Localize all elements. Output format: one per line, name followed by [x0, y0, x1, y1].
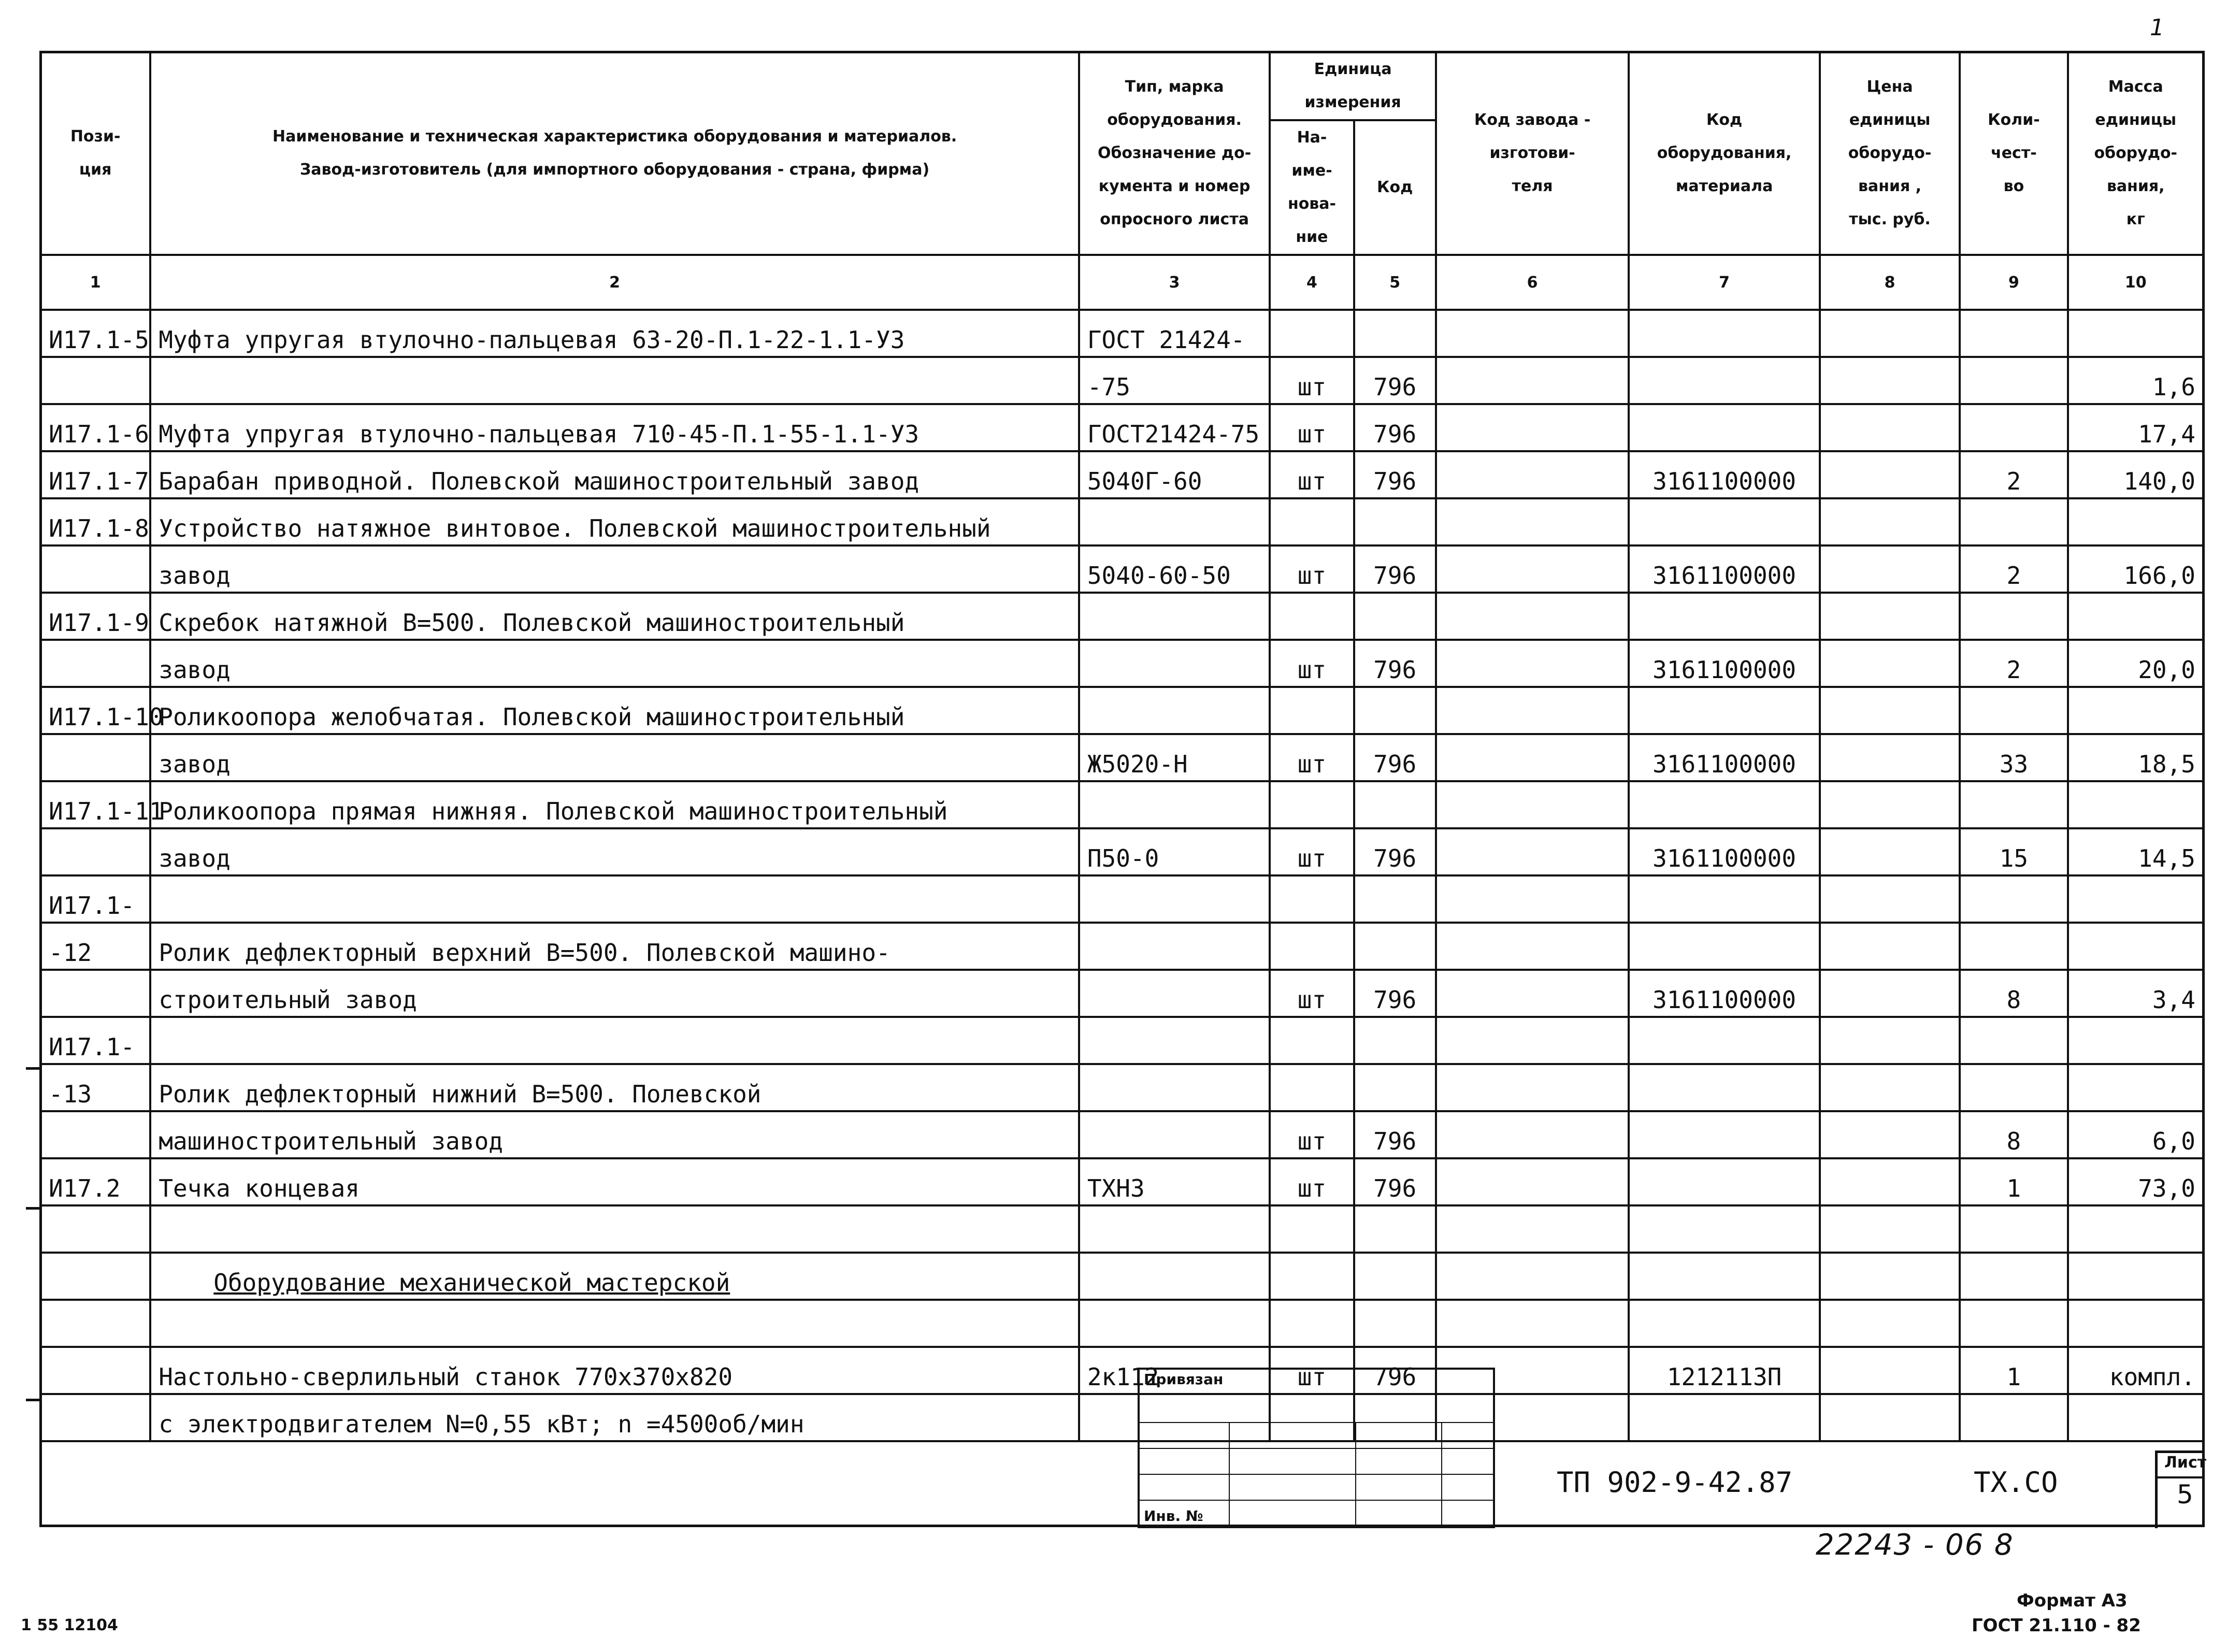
section-row — [40, 1253, 2204, 1300]
mass-cell — [2068, 923, 2204, 970]
table-row — [40, 734, 2204, 781]
column-number: 8 — [1820, 255, 1960, 310]
unit-name-cell: шт — [1270, 828, 1354, 875]
table-row — [40, 1205, 2204, 1253]
quantity-cell — [1960, 593, 2067, 640]
name-cell: Роликоопора желобчатая. Полевской машиностроительный — [150, 687, 1079, 734]
type-cell — [1079, 781, 1270, 828]
name-cell: завод — [150, 828, 1079, 875]
name-cell: Муфта упругая втулочно-пальцевая 63-20-П.1-22-1.1-У3 — [150, 310, 1079, 357]
name-cell: Оборудование механической мастерской — [150, 1253, 1079, 1300]
attachment-stamp — [1138, 1368, 1495, 1528]
unit-name-cell — [1270, 875, 1354, 923]
inventory-number: 22243 - 06 8 — [1816, 1528, 2014, 1562]
quantity-cell: 1 — [1960, 1158, 2067, 1205]
name-cell: строительный завод — [150, 970, 1079, 1017]
table-row — [40, 781, 2204, 828]
quantity-cell — [1960, 875, 2067, 923]
manufacturer-code-cell — [1436, 498, 1629, 545]
name-cell: Течка концевая — [150, 1158, 1079, 1205]
unit-code-cell — [1354, 498, 1436, 545]
position-cell — [40, 357, 150, 404]
mass-cell: 17,4 — [2068, 404, 2204, 451]
table-row — [40, 687, 2204, 734]
manufacturer-code-cell — [1436, 1064, 1629, 1111]
name-cell: с электродвигателем N=0,55 кВт; n =4500об/мин — [150, 1394, 1079, 1441]
column-number-row — [40, 255, 2204, 310]
corner-mark: 1 — [2150, 15, 2164, 41]
mass-cell: 18,5 — [2068, 734, 2204, 781]
unit-code-cell — [1354, 875, 1436, 923]
unit-name-cell — [1270, 923, 1354, 970]
column-number: 9 — [1960, 255, 2067, 310]
mass-cell — [2068, 593, 2204, 640]
position-cell: И17.1- — [40, 1017, 150, 1064]
unit-code-cell: 796 — [1354, 451, 1436, 498]
type-cell — [1079, 687, 1270, 734]
column-number: 3 — [1079, 255, 1270, 310]
position-cell — [40, 1300, 150, 1347]
manufacturer-code-cell — [1436, 923, 1629, 970]
unit-code-cell — [1354, 310, 1436, 357]
manufacturer-code-cell — [1436, 1205, 1629, 1253]
quantity-cell: 8 — [1960, 970, 2067, 1017]
equipment-code-cell: 3161100000 — [1629, 970, 1820, 1017]
equipment-code-cell — [1629, 687, 1820, 734]
quantity-cell — [1960, 687, 2067, 734]
mass-cell — [2068, 1205, 2204, 1253]
price-cell — [1820, 875, 1960, 923]
unit-name-cell — [1270, 593, 1354, 640]
type-cell: 2к112 — [1079, 1347, 1270, 1394]
mass-cell: 140,0 — [2068, 451, 2204, 498]
type-cell — [1079, 1017, 1270, 1064]
price-cell — [1820, 451, 1960, 498]
type-cell — [1079, 970, 1270, 1017]
name-cell: Роликоопора прямая нижняя. Полевской машиностроительный — [150, 781, 1079, 828]
price-cell — [1820, 781, 1960, 828]
quantity-cell: 15 — [1960, 828, 2067, 875]
price-cell — [1820, 734, 1960, 781]
table-row — [40, 1300, 2204, 1347]
unit-code-cell — [1354, 687, 1436, 734]
equipment-code-cell — [1629, 593, 1820, 640]
type-cell — [1079, 640, 1270, 687]
unit-code-cell: 796 — [1354, 545, 1436, 593]
quantity-cell: 2 — [1960, 451, 2067, 498]
equipment-code-cell — [1629, 1158, 1820, 1205]
header-mass: Масса единицы оборудо- вания, кг — [2068, 52, 2204, 255]
type-cell — [1079, 1111, 1270, 1158]
position-cell — [40, 1111, 150, 1158]
equipment-code-cell — [1629, 1205, 1820, 1253]
name-cell: Муфта упругая втулочно-пальцевая 710-45-П.1-55-1.1-У3 — [150, 404, 1079, 451]
type-cell — [1079, 498, 1270, 545]
table-row — [40, 451, 2204, 498]
header-equipment-code: Код оборудования, материала — [1629, 52, 1820, 255]
manufacturer-code-cell — [1436, 1253, 1629, 1300]
manufacturer-code-cell — [1436, 1158, 1629, 1205]
position-cell: И17.1-8 — [40, 498, 150, 545]
equipment-code-cell: 3161100000 — [1629, 640, 1820, 687]
unit-code-cell — [1354, 781, 1436, 828]
quantity-cell — [1960, 1253, 2067, 1300]
quantity-cell — [1960, 357, 2067, 404]
mass-cell: 166,0 — [2068, 545, 2204, 593]
position-cell — [40, 545, 150, 593]
manufacturer-code-cell — [1436, 781, 1629, 828]
table-row — [40, 357, 2204, 404]
mass-cell — [2068, 498, 2204, 545]
table-row — [40, 970, 2204, 1017]
unit-code-cell: 796 — [1354, 1347, 1436, 1394]
unit-code-cell: 796 — [1354, 970, 1436, 1017]
price-cell — [1820, 687, 1960, 734]
name-cell — [150, 875, 1079, 923]
price-cell — [1820, 640, 1960, 687]
unit-code-cell — [1354, 1064, 1436, 1111]
manufacturer-code-cell — [1436, 970, 1629, 1017]
mass-cell — [2068, 875, 2204, 923]
position-cell: И17.1-5 — [40, 310, 150, 357]
manufacturer-code-cell — [1436, 451, 1629, 498]
manufacturer-code-cell — [1436, 357, 1629, 404]
bottom-code: 1 55 12104 — [21, 1616, 118, 1634]
equipment-code-cell — [1629, 498, 1820, 545]
table-row — [40, 498, 2204, 545]
type-cell — [1079, 1300, 1270, 1347]
name-cell: Ролик дефлекторный нижний В=500. Полевской — [150, 1064, 1079, 1111]
header-type: Тип, марка оборудования. Обозначение до- кумента и номер опросного листа — [1079, 52, 1270, 255]
price-cell — [1820, 1064, 1960, 1111]
mass-cell — [2068, 1394, 2204, 1441]
margin-tick — [26, 1067, 39, 1070]
mass-cell — [2068, 1064, 2204, 1111]
quantity-cell — [1960, 498, 2067, 545]
table-row — [40, 1064, 2204, 1111]
equipment-code-cell: 3161100000 — [1629, 734, 1820, 781]
manufacturer-code-cell — [1436, 687, 1629, 734]
unit-name-cell — [1270, 310, 1354, 357]
manufacturer-code-cell — [1436, 1017, 1629, 1064]
column-number: 5 — [1354, 255, 1436, 310]
equipment-code-cell — [1629, 357, 1820, 404]
position-cell: -13 — [40, 1064, 150, 1111]
inventory-label: Инв. № — [1144, 1507, 1203, 1525]
mass-cell: 1,6 — [2068, 357, 2204, 404]
equipment-code-cell — [1629, 1253, 1820, 1300]
type-cell: Ж5020-Н — [1079, 734, 1270, 781]
column-number: 2 — [150, 255, 1079, 310]
format-label: Формат А3 — [2017, 1590, 2128, 1611]
quantity-cell — [1960, 1394, 2067, 1441]
unit-code-cell: 796 — [1354, 828, 1436, 875]
gost-label: ГОСТ 21.110 - 82 — [1972, 1615, 2141, 1636]
type-cell — [1079, 1205, 1270, 1253]
equipment-code-cell — [1629, 1017, 1820, 1064]
quantity-cell — [1960, 923, 2067, 970]
mass-cell — [2068, 687, 2204, 734]
name-cell: завод — [150, 734, 1079, 781]
unit-code-cell — [1354, 1300, 1436, 1347]
manufacturer-code-cell — [1436, 640, 1629, 687]
type-cell: -75 — [1079, 357, 1270, 404]
unit-name-cell: шт — [1270, 970, 1354, 1017]
name-cell: Устройство натяжное винтовое. Полевской машиностроительный — [150, 498, 1079, 545]
equipment-code-cell — [1629, 404, 1820, 451]
price-cell — [1820, 404, 1960, 451]
equipment-code-cell — [1629, 310, 1820, 357]
quantity-cell: 2 — [1960, 640, 2067, 687]
name-cell — [150, 1300, 1079, 1347]
equipment-code-cell: 3161100000 — [1629, 828, 1820, 875]
header-manufacturer-code: Код завода - изготови- теля — [1436, 52, 1629, 255]
position-cell: И17.1- — [40, 875, 150, 923]
equipment-code-cell — [1629, 875, 1820, 923]
attached-label: Привязан — [1144, 1371, 1224, 1388]
mass-cell: 14,5 — [2068, 828, 2204, 875]
type-cell — [1079, 875, 1270, 923]
equipment-code-cell: 3161100000 — [1629, 451, 1820, 498]
position-cell: И17.2 — [40, 1158, 150, 1205]
unit-name-cell: шт — [1270, 404, 1354, 451]
unit-code-cell: 796 — [1354, 734, 1436, 781]
equipment-code-cell — [1629, 1064, 1820, 1111]
price-cell — [1820, 357, 1960, 404]
mass-cell: 73,0 — [2068, 1158, 2204, 1205]
position-cell: И17.1-11 — [40, 781, 150, 828]
type-cell: ТХН3 — [1079, 1158, 1270, 1205]
mass-cell — [2068, 310, 2204, 357]
table-row — [40, 593, 2204, 640]
position-cell: -12 — [40, 923, 150, 970]
name-cell: завод — [150, 640, 1079, 687]
mass-cell — [2068, 781, 2204, 828]
position-cell — [40, 970, 150, 1017]
position-cell: И17.1-9 — [40, 593, 150, 640]
quantity-cell: 1 — [1960, 1347, 2067, 1394]
unit-name-cell — [1270, 687, 1354, 734]
unit-code-cell — [1354, 1205, 1436, 1253]
price-cell — [1820, 1017, 1960, 1064]
position-cell: И17.1-6 — [40, 404, 150, 451]
column-number: 10 — [2068, 255, 2204, 310]
unit-name-cell — [1270, 1253, 1354, 1300]
manufacturer-code-cell — [1436, 875, 1629, 923]
mass-cell: 20,0 — [2068, 640, 2204, 687]
position-cell — [40, 1394, 150, 1441]
price-cell — [1820, 970, 1960, 1017]
sheet-label: Лист — [2164, 1454, 2207, 1472]
position-cell — [40, 734, 150, 781]
header-unit-code: Код — [1354, 120, 1436, 255]
price-cell — [1820, 828, 1960, 875]
name-cell: Скребок натяжной В=500. Полевской машиностроительный — [150, 593, 1079, 640]
unit-name-cell — [1270, 1017, 1354, 1064]
position-cell — [40, 1253, 150, 1300]
mass-cell: 6,0 — [2068, 1111, 2204, 1158]
unit-name-cell — [1270, 498, 1354, 545]
name-cell: завод — [150, 545, 1079, 593]
sheet-number: 5 — [2177, 1479, 2193, 1510]
manufacturer-code-cell — [1436, 310, 1629, 357]
table-row — [40, 1158, 2204, 1205]
column-number: 6 — [1436, 255, 1629, 310]
mass-cell — [2068, 1253, 2204, 1300]
price-cell — [1820, 1111, 1960, 1158]
table-row — [40, 923, 2204, 970]
equipment-code-cell: 3161100000 — [1629, 545, 1820, 593]
price-cell — [1820, 1205, 1960, 1253]
mass-cell: 3,4 — [2068, 970, 2204, 1017]
unit-name-cell: шт — [1270, 451, 1354, 498]
table-row — [40, 1111, 2204, 1158]
unit-code-cell: 796 — [1354, 404, 1436, 451]
unit-name-cell — [1270, 1205, 1354, 1253]
quantity-cell — [1960, 1064, 2067, 1111]
mass-cell: компл. — [2068, 1347, 2204, 1394]
margin-tick — [26, 1207, 39, 1210]
table-row — [40, 404, 2204, 451]
quantity-cell — [1960, 1300, 2067, 1347]
position-cell — [40, 828, 150, 875]
unit-code-cell: 796 — [1354, 1158, 1436, 1205]
quantity-cell: 8 — [1960, 1111, 2067, 1158]
mass-cell — [2068, 1300, 2204, 1347]
position-cell: И17.1-7 — [40, 451, 150, 498]
unit-code-cell: 796 — [1354, 357, 1436, 404]
unit-code-cell: 796 — [1354, 1111, 1436, 1158]
header-quantity: Коли- чест- во — [1960, 52, 2067, 255]
price-cell — [1820, 1300, 1960, 1347]
type-cell: П50-0 — [1079, 828, 1270, 875]
name-cell: машиностроительный завод — [150, 1111, 1079, 1158]
header-unit-name: На- име- нова- ние — [1270, 120, 1354, 255]
price-cell — [1820, 593, 1960, 640]
column-number: 7 — [1629, 255, 1820, 310]
name-cell — [150, 1205, 1079, 1253]
quantity-cell: 2 — [1960, 545, 2067, 593]
unit-name-cell: шт — [1270, 734, 1354, 781]
quantity-cell: 33 — [1960, 734, 2067, 781]
price-cell — [1820, 310, 1960, 357]
unit-name-cell: шт — [1270, 357, 1354, 404]
margin-tick — [26, 1399, 39, 1401]
table-row — [40, 1347, 2204, 1394]
type-cell: 5040Г-60 — [1079, 451, 1270, 498]
quantity-cell — [1960, 781, 2067, 828]
position-cell — [40, 1205, 150, 1253]
price-cell — [1820, 1347, 1960, 1394]
document-mark: ТХ.СО — [1974, 1466, 2058, 1499]
unit-name-cell — [1270, 1300, 1354, 1347]
unit-name-cell: шт — [1270, 1347, 1354, 1394]
table-row — [40, 545, 2204, 593]
unit-name-cell: шт — [1270, 545, 1354, 593]
unit-name-cell — [1270, 1064, 1354, 1111]
price-cell — [1820, 498, 1960, 545]
type-cell — [1079, 923, 1270, 970]
table-row — [40, 1017, 2204, 1064]
table-row — [40, 875, 2204, 923]
equipment-code-cell — [1629, 1111, 1820, 1158]
column-number: 4 — [1270, 255, 1354, 310]
price-cell — [1820, 1394, 1960, 1441]
name-cell: Настольно-сверлильный станок 770х370х820 — [150, 1347, 1079, 1394]
type-cell — [1079, 1064, 1270, 1111]
manufacturer-code-cell — [1436, 1111, 1629, 1158]
type-cell: 5040-60-50 — [1079, 545, 1270, 593]
name-cell — [150, 1017, 1079, 1064]
price-cell — [1820, 923, 1960, 970]
header-unit-group: Единица измерения — [1270, 52, 1435, 120]
equipment-code-cell — [1629, 1394, 1820, 1441]
name-cell: Барабан приводной. Полевской машиностроительный завод — [150, 451, 1079, 498]
position-cell — [40, 1347, 150, 1394]
price-cell — [1820, 1158, 1960, 1205]
specification-table — [39, 51, 2205, 1442]
quantity-cell — [1960, 310, 2067, 357]
manufacturer-code-cell — [1436, 593, 1629, 640]
table-row — [40, 828, 2204, 875]
equipment-code-cell: 1212113П — [1629, 1347, 1820, 1394]
table-row — [40, 640, 2204, 687]
position-cell: И17.1-10 — [40, 687, 150, 734]
unit-name-cell — [1270, 781, 1354, 828]
unit-code-cell — [1354, 1017, 1436, 1064]
type-cell — [1079, 1253, 1270, 1300]
manufacturer-code-cell — [1436, 1300, 1629, 1347]
table-row — [40, 1394, 2204, 1441]
price-cell — [1820, 1253, 1960, 1300]
manufacturer-code-cell — [1436, 828, 1629, 875]
manufacturer-code-cell — [1436, 734, 1629, 781]
equipment-code-cell — [1629, 781, 1820, 828]
table-row — [40, 310, 2204, 357]
equipment-code-cell — [1629, 923, 1820, 970]
unit-name-cell: шт — [1270, 1158, 1354, 1205]
unit-code-cell — [1354, 1253, 1436, 1300]
name-cell — [150, 357, 1079, 404]
header-price: Цена единицы оборудо- вания , тыс. руб. — [1820, 52, 1960, 255]
quantity-cell — [1960, 404, 2067, 451]
type-cell: ГОСТ21424-75 — [1079, 404, 1270, 451]
position-cell — [40, 640, 150, 687]
unit-code-cell — [1354, 923, 1436, 970]
header-position: Пози- ция — [40, 52, 150, 255]
quantity-cell — [1960, 1017, 2067, 1064]
document-code: ТП 902-9-42.87 — [1557, 1466, 1793, 1499]
price-cell — [1820, 545, 1960, 593]
name-cell: Ролик дефлекторный верхний В=500. Полевской машино- — [150, 923, 1079, 970]
quantity-cell — [1960, 1205, 2067, 1253]
unit-name-cell: шт — [1270, 640, 1354, 687]
manufacturer-code-cell — [1436, 545, 1629, 593]
equipment-code-cell — [1629, 1300, 1820, 1347]
manufacturer-code-cell — [1436, 404, 1629, 451]
column-number: 1 — [40, 255, 150, 310]
header-name: Наименование и техническая характеристика оборудования и материалов. Завод-изготовитель (для импортного оборудования - страна, фирма) — [150, 52, 1079, 255]
mass-cell — [2068, 1017, 2204, 1064]
unit-code-cell: 796 — [1354, 640, 1436, 687]
type-cell — [1079, 593, 1270, 640]
unit-code-cell — [1354, 593, 1436, 640]
type-cell: ГОСТ 21424- — [1079, 310, 1270, 357]
unit-name-cell: шт — [1270, 1111, 1354, 1158]
